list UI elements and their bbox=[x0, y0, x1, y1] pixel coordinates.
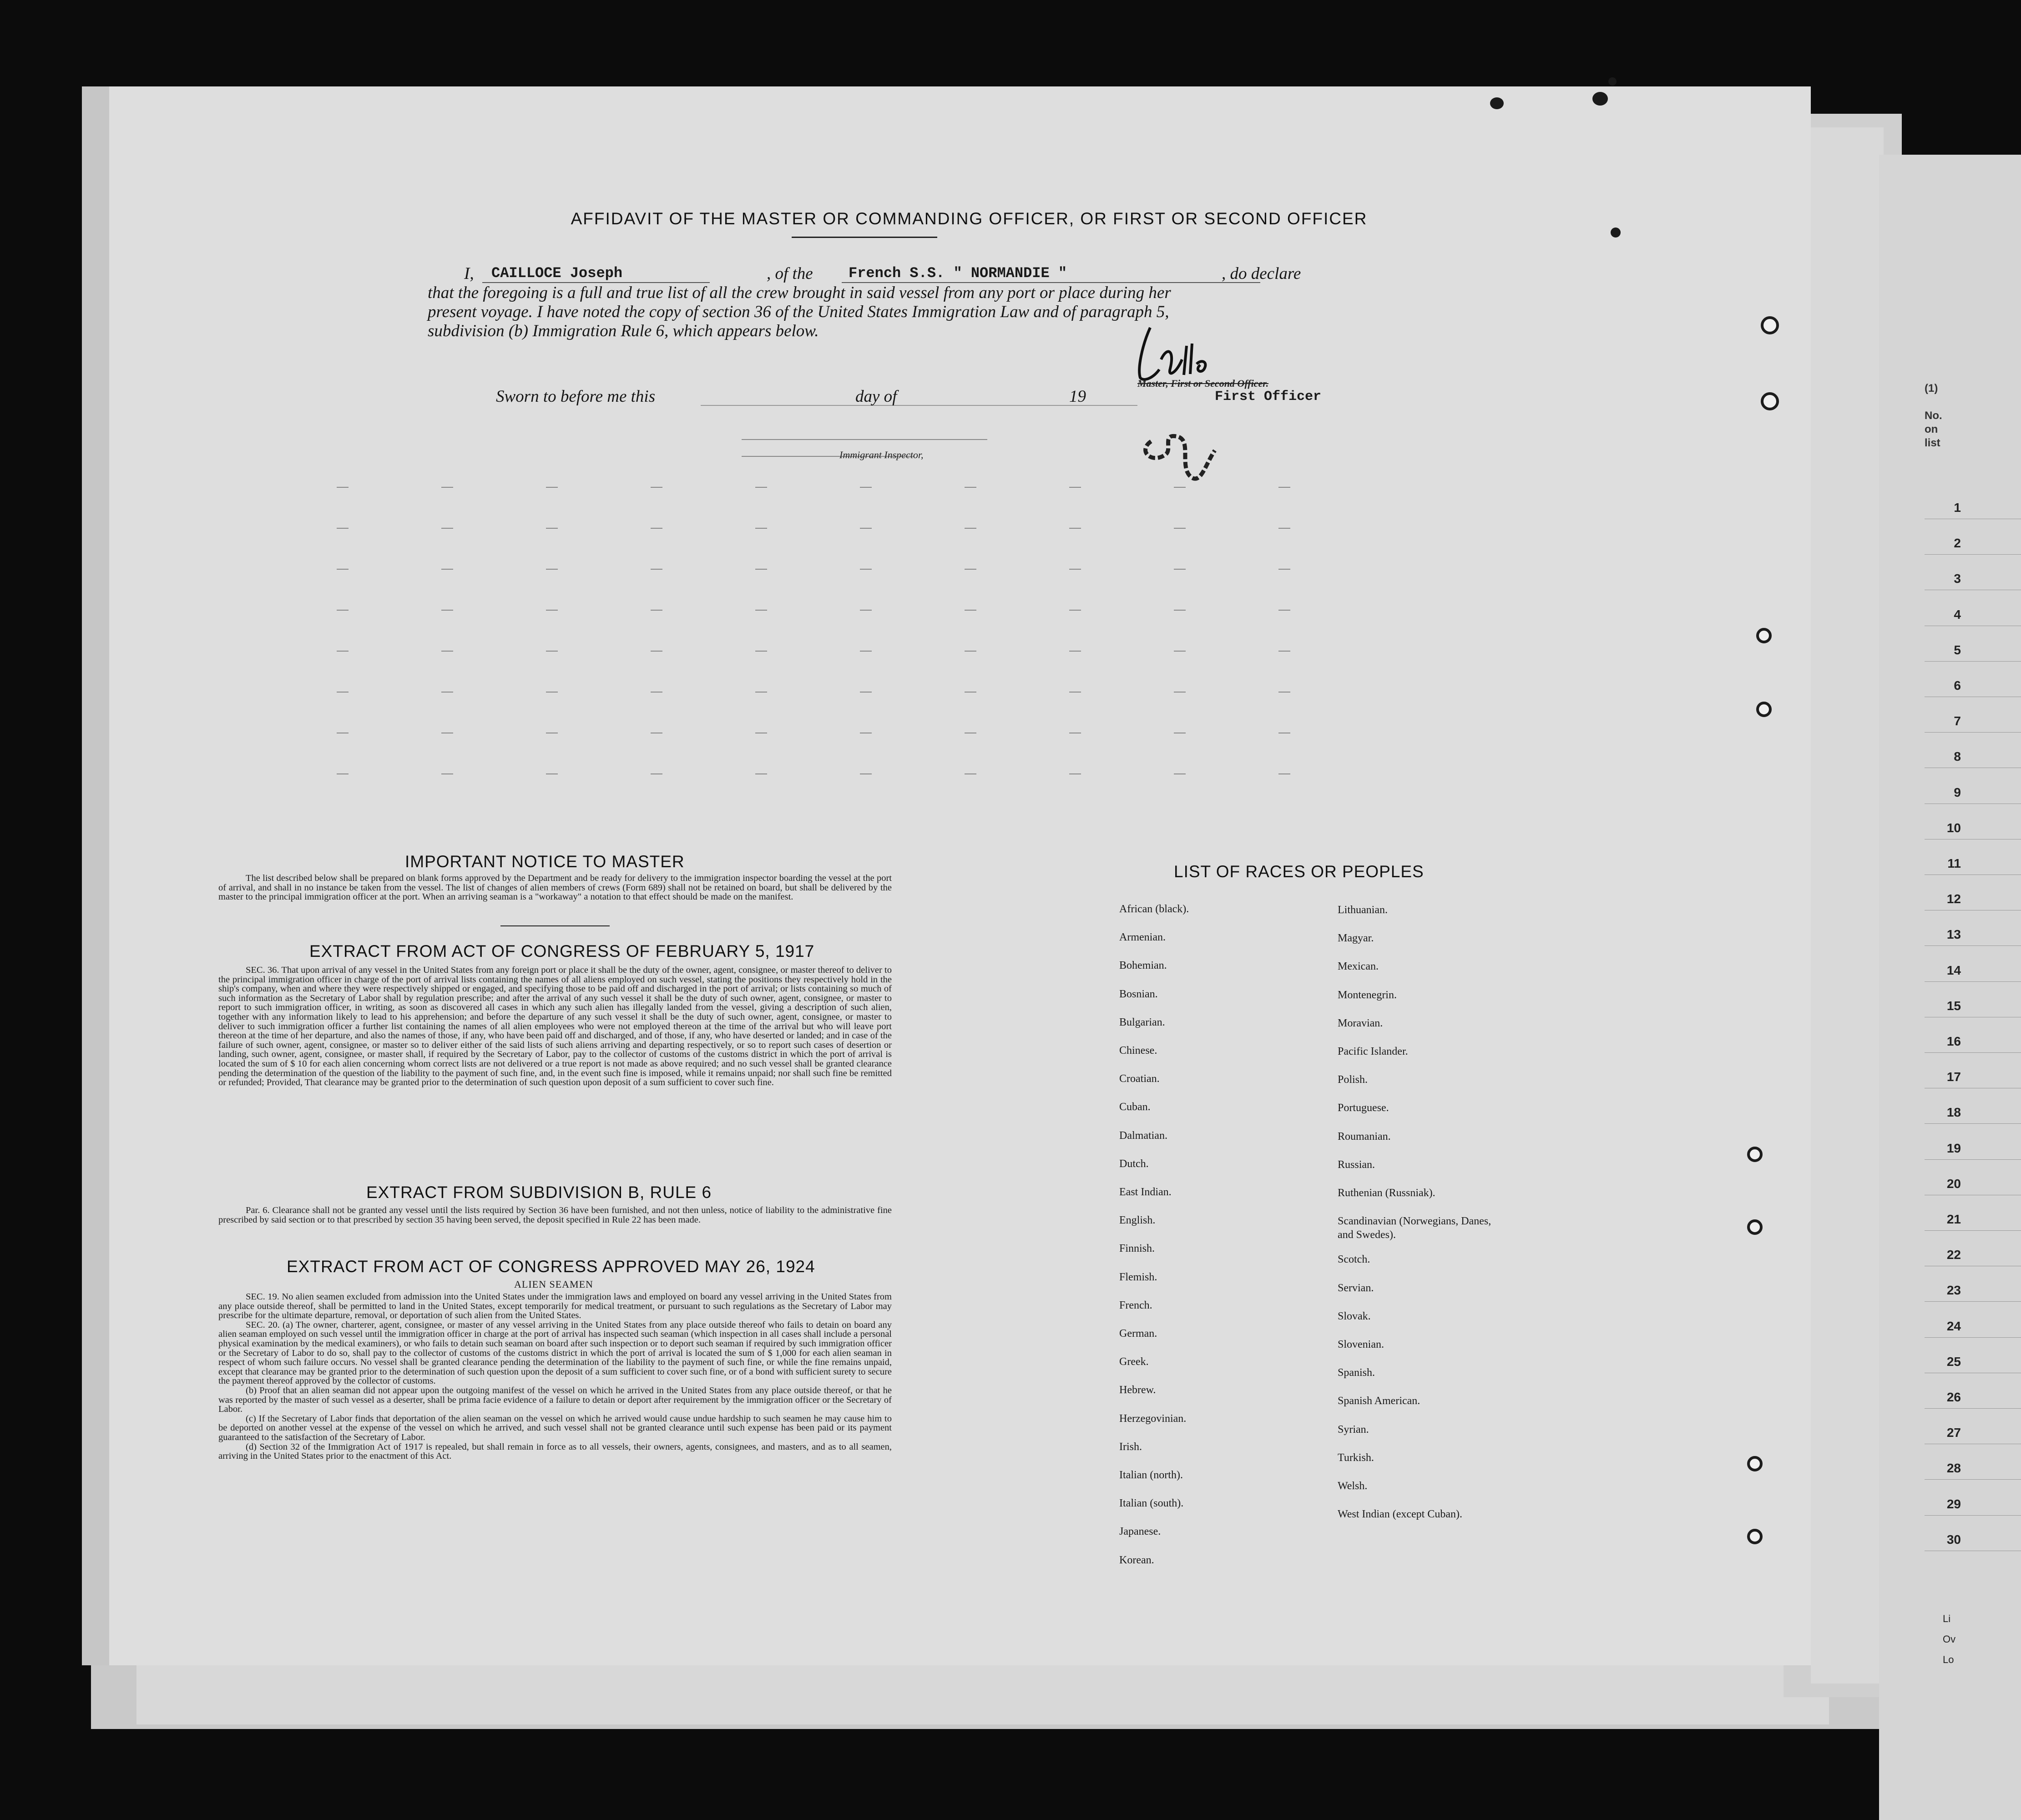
races-column-2 bbox=[1338, 903, 1529, 1640]
faint-form-mark bbox=[965, 528, 976, 529]
ink-stain bbox=[1608, 77, 1617, 86]
faint-form-mark bbox=[1174, 651, 1186, 652]
faint-form-mark bbox=[1174, 610, 1186, 611]
footer-label-1: Li bbox=[1943, 1613, 1951, 1624]
footer-label-2: Ov bbox=[1943, 1633, 1956, 1645]
row-number: 4 bbox=[1954, 607, 1961, 622]
faint-form-mark bbox=[1278, 569, 1290, 570]
faint-form-mark bbox=[965, 569, 976, 570]
faint-form-mark bbox=[546, 528, 558, 529]
faint-form-mark bbox=[1069, 651, 1081, 652]
race-item: Hebrew. bbox=[1119, 1384, 1156, 1396]
faint-form-mark bbox=[1174, 487, 1186, 488]
inspector-top-line bbox=[742, 439, 987, 440]
race-item: Chinese. bbox=[1119, 1045, 1157, 1057]
sworn-label: Sworn to before me this bbox=[496, 387, 656, 406]
faint-form-mark bbox=[755, 528, 767, 529]
extract-1917-heading: EXTRACT FROM ACT OF CONGRESS OF FEBRUARY 5, 1917 bbox=[309, 942, 815, 961]
row-number: 24 bbox=[1946, 1319, 1961, 1333]
faint-form-mark bbox=[965, 651, 976, 652]
affidavit-title: AFFIDAVIT OF THE MASTER OR COMMANDING OFFICER, OR FIRST OR SECOND OFFICER bbox=[571, 209, 1368, 228]
row-rule bbox=[1925, 732, 2021, 733]
faint-form-mark bbox=[860, 651, 872, 652]
faint-form-mark bbox=[1069, 610, 1081, 611]
section-20d-paragraph: (d) Section 32 of the Immigration Act of 1917 is repealed, but shall remain in force as to all vessels, their owners, agents, consignees, and masters, and as to all seamen, arriving in the United States prior to the enactment of this Act. bbox=[218, 1441, 892, 1461]
year-label: 19 bbox=[1069, 387, 1086, 406]
column-header-on: on bbox=[1925, 423, 1938, 435]
races-heading: LIST OF RACES OR PEOPLES bbox=[1174, 862, 1424, 881]
sworn-month-line bbox=[919, 405, 1137, 406]
race-item: East Indian. bbox=[1119, 1186, 1172, 1198]
faint-form-mark bbox=[755, 569, 767, 570]
row-number: 9 bbox=[1954, 785, 1961, 799]
faint-form-mark bbox=[441, 487, 453, 488]
extract-1917-text bbox=[218, 966, 892, 1087]
row-rule bbox=[1925, 1301, 2021, 1302]
row-number: 12 bbox=[1946, 892, 1961, 906]
row-number: 14 bbox=[1946, 963, 1961, 977]
row-number: 28 bbox=[1946, 1461, 1961, 1475]
faint-form-mark bbox=[337, 651, 349, 652]
faint-form-mark bbox=[651, 528, 662, 529]
row-number: 22 bbox=[1946, 1248, 1961, 1262]
faint-form-mark bbox=[755, 692, 767, 693]
adjacent-manifest-sheet bbox=[1879, 155, 2021, 1820]
punch-hole bbox=[1761, 316, 1779, 334]
faint-form-mark bbox=[651, 487, 662, 488]
day-of-label: day of bbox=[855, 387, 897, 406]
faint-form-mark bbox=[1174, 569, 1186, 570]
affidavit-page bbox=[82, 86, 1811, 1665]
faint-form-mark bbox=[1069, 692, 1081, 693]
faint-form-mark bbox=[965, 610, 976, 611]
notice-text bbox=[218, 874, 892, 902]
faint-form-mark bbox=[441, 692, 453, 693]
race-item: Slovak. bbox=[1338, 1310, 1371, 1322]
race-item: Lithuanian. bbox=[1338, 904, 1388, 916]
notice-divider bbox=[500, 925, 610, 926]
row-rule bbox=[1925, 981, 2021, 982]
race-item: Flemish. bbox=[1119, 1271, 1157, 1283]
race-item: Portuguese. bbox=[1338, 1102, 1389, 1114]
row-number: 21 bbox=[1946, 1212, 1961, 1226]
faint-form-mark bbox=[546, 610, 558, 611]
declaration-do-declare: , do declare bbox=[1222, 264, 1301, 283]
row-rule bbox=[1925, 1337, 2021, 1338]
faint-form-mark bbox=[546, 651, 558, 652]
faint-form-mark bbox=[755, 610, 767, 611]
faint-form-mark bbox=[755, 487, 767, 488]
officer-title-stamp: First Officer bbox=[1215, 389, 1322, 404]
ink-stain bbox=[1592, 92, 1608, 106]
faint-form-mark bbox=[441, 651, 453, 652]
faint-form-mark bbox=[337, 610, 349, 611]
row-number: 17 bbox=[1946, 1070, 1961, 1084]
race-item: Dutch. bbox=[1119, 1158, 1149, 1170]
race-item: Scandinavian (Norwegians, Danes, and Swedes). bbox=[1338, 1215, 1491, 1241]
row-number: 13 bbox=[1946, 927, 1961, 941]
race-item: Spanish American. bbox=[1338, 1395, 1420, 1407]
punch-hole bbox=[1747, 1219, 1763, 1235]
faint-form-mark bbox=[441, 610, 453, 611]
race-item: Irish. bbox=[1119, 1441, 1142, 1453]
faint-form-mark bbox=[860, 569, 872, 570]
faint-form-mark bbox=[441, 528, 453, 529]
row-number: 18 bbox=[1946, 1105, 1961, 1119]
row-number: 30 bbox=[1946, 1532, 1961, 1547]
faint-form-mark bbox=[1278, 487, 1290, 488]
section-20a-paragraph: SEC. 20. (a) The owner, charterer, agent, consignee, or master of any vessel arriving in the United States from any place outside thereof who fails to detain on board any alien seaman employed on such vessel until the immigration officer in charge at the port of arrival has inspected such seaman (which inspection in all cases shall include a personal physical examination by the medical examiners), or who fails to detain such seaman on board after such inspection or to deport such seaman if required by such immigration officer or the Secretary of Labor to do so, shall pay to the collector of customs of the customs district in which the port of arrival is located the sum of $ 1,000 for each alien seaman in respect of whom such failure occurs. No vessel shall be granted clearance pending the determination of the liability to the payment of such fine, or while the fine remains unpaid, except that clearance may be granted prior to the determination of such question upon the deposit of a sum sufficient to cover such fine, or of a bond with sufficient surety to secure the payment thereof approved by the collector of customs. bbox=[218, 1320, 892, 1386]
race-item: Japanese. bbox=[1119, 1526, 1161, 1537]
faint-form-mark bbox=[965, 487, 976, 488]
faint-form-mark bbox=[1278, 692, 1290, 693]
rule-6-paragraph: Par. 6. Clearance shall not be granted any vessel until the lists required by Section 36 have been furnished, and not then unless, notice of liability to the administrative fine prescribed by said section or to that prescribed by section 35 having been served, the deposit specified in Rule 22 has been made. bbox=[218, 1205, 892, 1225]
race-item: Slovenian. bbox=[1338, 1339, 1384, 1350]
race-item: Welsh. bbox=[1338, 1480, 1368, 1492]
title-underline bbox=[792, 237, 937, 238]
race-item: Spanish. bbox=[1338, 1367, 1375, 1379]
race-item: Montenegrin. bbox=[1338, 989, 1397, 1001]
race-item: Herzegovinian. bbox=[1119, 1413, 1187, 1425]
notice-heading: IMPORTANT NOTICE TO MASTER bbox=[405, 852, 685, 871]
section-20c-paragraph: (c) If the Secretary of Labor finds that deportation of the alien seaman on the vessel on which he arrived would cause undue hardship to such seamen he may cause him to be deported on another vessel at the expense of the vessel on which he arrived, and such vessel shall not be granted clearance until such expense has been paid or its payment guaranteed to the satisfaction of the Secretary of Labor. bbox=[218, 1413, 892, 1442]
row-number: 16 bbox=[1946, 1034, 1961, 1048]
row-rule bbox=[1925, 1230, 2021, 1231]
race-item: German. bbox=[1119, 1328, 1157, 1340]
extract-rule6-text bbox=[218, 1206, 892, 1224]
row-rule bbox=[1925, 1052, 2021, 1053]
page-left-edge bbox=[82, 86, 109, 1665]
punch-hole bbox=[1747, 1456, 1763, 1471]
race-item: English. bbox=[1119, 1214, 1156, 1226]
race-item: Turkish. bbox=[1338, 1452, 1374, 1464]
race-item: Bosnian. bbox=[1119, 988, 1158, 1000]
notice-paragraph: The list described below shall be prepared on blank forms approved by the Department and be ready for delivery to the immigration inspector boarding the vessel at the port of arrival, and shall in no instance be taken from the vessel. The list of changes of alien members of crews (Form 689) shall not be retained on board, but shall be delivered by the master to the principal immigration officer at the port. When an arriving seaman is a "workaway" a notation to that effect should be made on the manifest. bbox=[218, 873, 892, 902]
faint-form-mark bbox=[1069, 528, 1081, 529]
row-number: 7 bbox=[1954, 714, 1961, 728]
row-rule bbox=[1925, 1123, 2021, 1124]
faint-form-mark bbox=[546, 692, 558, 693]
faint-form-mark bbox=[337, 528, 349, 529]
sheet-stack-right-inner bbox=[1811, 127, 1884, 1684]
faint-form-mark bbox=[441, 569, 453, 570]
extract-1924-heading: EXTRACT FROM ACT OF CONGRESS APPROVED MAY 26, 1924 bbox=[287, 1257, 815, 1276]
race-item: Korean. bbox=[1119, 1554, 1154, 1566]
row-rule bbox=[1925, 1515, 2021, 1516]
row-number: 29 bbox=[1946, 1497, 1961, 1511]
faint-form-mark bbox=[337, 692, 349, 693]
row-number: 8 bbox=[1954, 749, 1961, 763]
row-number: 1 bbox=[1954, 500, 1961, 515]
row-number: 3 bbox=[1954, 571, 1961, 586]
race-item: Dalmatian. bbox=[1119, 1130, 1167, 1142]
faint-form-mark bbox=[1278, 651, 1290, 652]
struck-officer-title: Master, First or Second Officer. bbox=[1137, 378, 1269, 389]
race-item: Magyar. bbox=[1338, 932, 1374, 944]
faint-form-mark bbox=[651, 651, 662, 652]
declaration-line-4: subdivision (b) Immigration Rule 6, which appears below. bbox=[428, 322, 819, 340]
race-item: Russian. bbox=[1338, 1159, 1375, 1171]
row-number: 11 bbox=[1947, 856, 1961, 870]
race-item: Finnish. bbox=[1119, 1243, 1155, 1254]
faint-form-mark bbox=[337, 487, 349, 488]
faint-form-mark bbox=[1174, 528, 1186, 529]
race-item: Croatian. bbox=[1119, 1073, 1160, 1085]
race-item: Ruthenian (Russniak). bbox=[1338, 1187, 1435, 1199]
race-item: Bohemian. bbox=[1119, 960, 1167, 971]
punch-hole bbox=[1747, 1529, 1763, 1544]
race-item: Scotch. bbox=[1338, 1254, 1370, 1265]
race-item: Polish. bbox=[1338, 1074, 1368, 1086]
race-item: West Indian (except Cuban). bbox=[1338, 1508, 1462, 1520]
row-number: 26 bbox=[1946, 1390, 1961, 1404]
column-header-list: list bbox=[1925, 437, 1940, 449]
row-number: 19 bbox=[1946, 1141, 1961, 1155]
row-rule bbox=[1925, 661, 2021, 662]
race-item: Servian. bbox=[1338, 1282, 1374, 1294]
row-number: 2 bbox=[1954, 536, 1961, 550]
footer-label-3: Lo bbox=[1943, 1654, 1954, 1665]
race-item: Armenian. bbox=[1119, 931, 1166, 943]
officer-name: CAILLOCE Joseph bbox=[491, 265, 623, 282]
race-item: Italian (north). bbox=[1119, 1469, 1183, 1481]
row-number: 5 bbox=[1954, 643, 1961, 657]
faint-form-mark bbox=[1278, 610, 1290, 611]
row-rule bbox=[1925, 1159, 2021, 1160]
faint-form-mark bbox=[1069, 487, 1081, 488]
faint-form-mark bbox=[1069, 569, 1081, 570]
punch-hole bbox=[1761, 392, 1779, 410]
race-item: Bulgarian. bbox=[1119, 1016, 1165, 1028]
race-item: Roumanian. bbox=[1338, 1131, 1391, 1143]
row-number: 20 bbox=[1946, 1177, 1961, 1191]
faint-form-mark bbox=[860, 610, 872, 611]
faint-form-mark bbox=[1174, 692, 1186, 693]
row-number: 27 bbox=[1946, 1426, 1961, 1440]
punch-hole bbox=[1756, 628, 1772, 643]
declaration-line-3: present voyage. I have noted the copy of section 36 of the United States Immigration Law and of paragraph 5, bbox=[428, 303, 1169, 321]
faint-form-mark bbox=[651, 610, 662, 611]
faint-form-mark bbox=[546, 569, 558, 570]
ink-stain bbox=[1611, 228, 1621, 238]
declaration-prefix: I, bbox=[464, 264, 474, 283]
faint-form-mark bbox=[860, 692, 872, 693]
faint-form-mark bbox=[1278, 528, 1290, 529]
alien-seamen-subheading: ALIEN SEAMEN bbox=[514, 1279, 593, 1290]
row-rule bbox=[1925, 1408, 2021, 1409]
column-header-no: No. bbox=[1925, 410, 1942, 422]
section-19-paragraph: SEC. 19. No alien seamen excluded from admission into the United States under the immigration laws and employed on board any vessel arriving in the United States from any place outside thereof, shall be permitted to land in the United States, except temporarily for medical treatment, or pursuant to such regulations as the Secretary of Labor may prescribe for the ultimate departure, removal, or deportation of such alien from the United States. bbox=[218, 1292, 892, 1321]
ink-stain bbox=[1490, 97, 1504, 109]
race-item: Moravian. bbox=[1338, 1017, 1383, 1029]
punch-hole bbox=[1756, 702, 1772, 717]
extract-rule6-heading: EXTRACT FROM SUBDIVISION B, RULE 6 bbox=[366, 1183, 712, 1202]
faint-form-mark bbox=[755, 651, 767, 652]
race-item: Cuban. bbox=[1119, 1101, 1151, 1113]
faint-form-mark bbox=[965, 692, 976, 693]
officer-signature bbox=[1124, 318, 1274, 491]
declaration-of-the: , of the bbox=[767, 264, 813, 283]
race-item: Mexican. bbox=[1338, 961, 1379, 972]
extract-1924-text bbox=[218, 1292, 892, 1461]
row-number: 6 bbox=[1954, 678, 1961, 693]
row-number: 25 bbox=[1946, 1355, 1961, 1369]
faint-form-mark bbox=[546, 487, 558, 488]
faint-form-mark bbox=[651, 569, 662, 570]
race-item: Greek. bbox=[1119, 1356, 1149, 1368]
punch-hole bbox=[1747, 1147, 1763, 1162]
row-number: 15 bbox=[1946, 999, 1961, 1013]
races-column-1 bbox=[1119, 903, 1310, 1640]
faint-form-mark bbox=[337, 569, 349, 570]
section-36-paragraph: SEC. 36. That upon arrival of any vessel in the United States from any foreign port or place it shall be the duty of the owner, agent, consignee, or master thereof to deliver to the principal immigration officer in charge of the port of arrival lists containing the names of all aliens employed on such vessel, stating the positions they respectively hold in the ship's company, when and where they were respectively shipped or engaged, and specifying those to be paid off and discharged in the port of arrival; or lists containing so much of such information as the Secretary of Labor shall by regulation prescribe; and after the arrival of any such vessel it shall be the duty of such owner, agent, consignee, or master to report to such immigration officer, in writing, as soon as discovered all cases in which any such alien has illegally landed from the vessel, giving a description of such alien, together with any information likely to lead to his apprehension; and before the departure of any such vessel it shall be the duty of such owner, agent, consignee, or master to deliver to such immigration officer a further list containing the names of all alien employees who were not employed thereon at the time of the arrival but who will leave port thereon at the time of her departure, and also the names of those, if any, who have been paid off and discharged, and of those, if any, who have deserted or landed; and in case of the failure of such owner, agent, consignee, or master so to deliver either of the said lists of such aliens arriving and departing respectively, or so to report such cases of desertion or landing, such owner, agent, consignee, or master shall, if required by the Secretary of Labor, pay to the collector of customs of the customs district in which the port of arrival is located the sum of $ 10 for each alien concerning whom correct lists are not delivered or a true report is not made as above required; and no such vessel shall be granted clearance pending the determination of the question of the liability to the payment of such fine, and, in the event such fine is imposed, while it remains unpaid; nor shall such fine be remitted or refunded; Provided, That clearance may be granted prior to the determination of such question upon deposit of a sum sufficient to cover such fine. bbox=[218, 965, 892, 1088]
row-number: 10 bbox=[1946, 821, 1961, 835]
race-item: Syrian. bbox=[1338, 1424, 1369, 1436]
section-20b-paragraph: (b) Proof that an alien seaman did not appear upon the outgoing manifest of the vessel on which he arrived in the United States from any place outside thereof, or that he was reported by the master of such vessel as a deserter, shall be prima facie evidence of a failure to detain or deport after requirement by the immigration officer or the Secretary of Labor. bbox=[218, 1385, 892, 1415]
vessel-name: French S.S. " NORMANDIE " bbox=[849, 265, 1067, 282]
inspector-label: Immigrant Inspector, bbox=[839, 449, 924, 460]
faint-form-mark bbox=[860, 528, 872, 529]
row-rule bbox=[1925, 554, 2021, 555]
race-item: French. bbox=[1119, 1299, 1152, 1311]
race-item: Pacific Islander. bbox=[1338, 1046, 1408, 1057]
row-rule bbox=[1925, 1479, 2021, 1480]
race-item: African (black). bbox=[1119, 903, 1189, 915]
faint-form-mark bbox=[860, 487, 872, 488]
race-item: Italian (south). bbox=[1119, 1497, 1184, 1509]
declaration-line-2: that the foregoing is a full and true list of all the crew brought in said vessel from any port or place during her bbox=[428, 283, 1171, 302]
faint-form-mark bbox=[651, 692, 662, 693]
row-rule bbox=[1925, 945, 2021, 946]
column-label: (1) bbox=[1925, 382, 1938, 394]
row-number: 23 bbox=[1946, 1283, 1961, 1297]
